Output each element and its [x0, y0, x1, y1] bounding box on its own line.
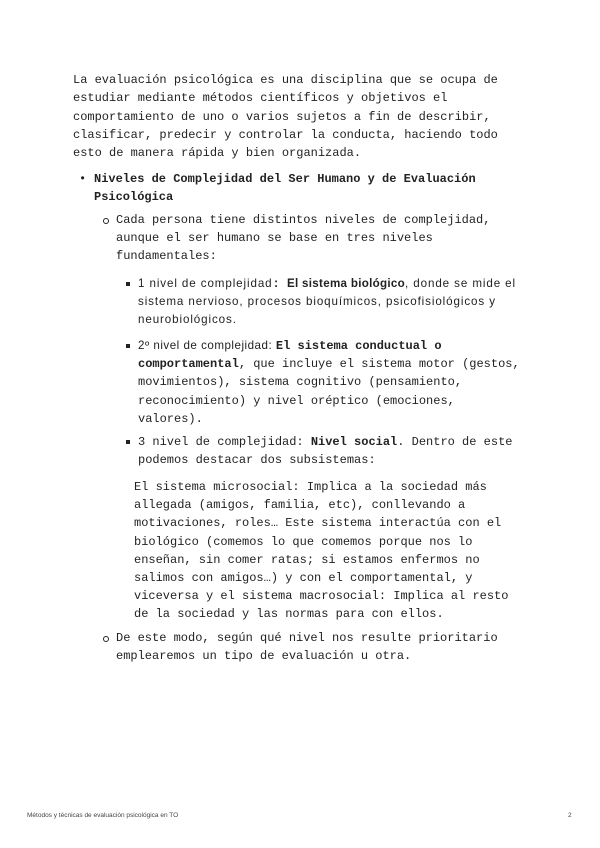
level-3-rest: . Dentro de este podemos destacar dos subsistemas:: [138, 435, 513, 468]
sub-bullet-2: [103, 636, 109, 642]
section-heading: Niveles de Complejidad del Ser Humano y de Evaluación Psicológica: [94, 172, 476, 204]
level-3-bullet: [126, 440, 130, 444]
level-2-bold: El sistema conductual o comportamental: [138, 339, 442, 372]
sub-bullet-1: [103, 218, 109, 224]
conclusion-paragraph: De este modo, según qué nivel nos resulte prioritario emplearemos un tipo de evaluación u otra.: [116, 631, 498, 664]
level-3-item: [138, 433, 522, 469]
level-2-bullet: [126, 344, 130, 348]
heading-bullet: •: [79, 172, 87, 186]
page-number: 2: [568, 812, 572, 819]
level-1-bold: El sistema biológico: [286, 277, 406, 290]
level-2-rest: , que incluye el sistema motor (gestos, movimientos), sistema cognitivo (pensamiento, reconocimiento) y nivel oréptico (emociones, valores).: [138, 357, 520, 426]
level-3-prefix: 3 nivel de complejidad:: [138, 435, 311, 449]
level-3-bold: Nivel social: [310, 435, 398, 449]
level-1-colon: :: [272, 277, 287, 291]
level-2-item: [138, 337, 522, 428]
footer-title: Métodos y técnicas de evaluación psicológica en TO: [27, 812, 179, 819]
intro-paragraph: La evaluación psicológica es una disciplina que se ocupa de estudiar mediante métodos científicos y objetivos el comportamiento de uno o varios sujetos a fin de describir, clasificar, predecir y controlar la conducta, haciendo todo esto de manera rápida y bien organizada.: [73, 73, 498, 161]
level-1-bullet: [126, 282, 130, 286]
level-1-rest: , donde se mide el sistema nervioso, procesos bioquímicos, psicofisiológicos y neurobiológicos.: [138, 277, 516, 327]
social-paragraph: El sistema microsocial: Implica a la sociedad más allegada (amigos, familia, etc), conllevando a motivaciones, roles… Este sistema interactúa con el biológico (comemos lo que comemos porque nos lo enseñan, sin comer ratas; si estamos enfermos no salimos con amigos…) y con el comportamental, y viceversa y el sistema macrosocial: Implica al resto de la sociedad y las normas para con ellos.: [134, 480, 509, 622]
level-2-prefix: 2º nivel de complejidad:: [138, 339, 276, 352]
sub-intro-paragraph: Cada persona tiene distintos niveles de complejidad, aunque el ser humano se base en tres niveles fundamentales:: [116, 213, 491, 264]
level-1-prefix: 1 nivel de complejidad: [138, 277, 273, 290]
level-1-item: [138, 275, 518, 330]
